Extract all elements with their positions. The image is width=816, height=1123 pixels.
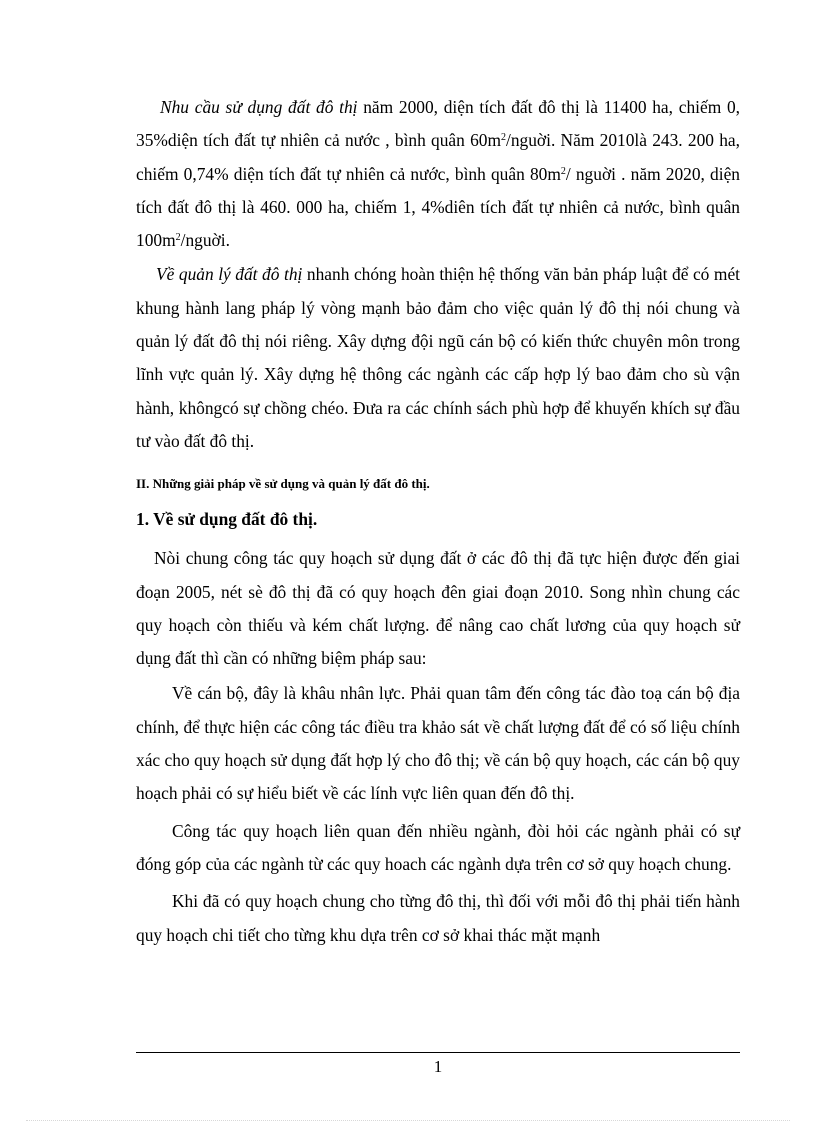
superscript: 2 xyxy=(175,232,181,244)
paragraph-lead-italic: Nhu cầu sử dụng đất đô thị xyxy=(160,97,358,117)
text-run: / nguời . năm 2020, diện tích đất đô thị là 460. 000 ha, chiếm 1, 4%diên tích đất tự nhiên cả nước, bình quân 100m xyxy=(136,163,740,251)
paragraph-sector-planning: Công tác quy hoạch liên quan đến nhiều ngành, đòi hỏi các ngành phải có sự đóng góp của các ngành từ các quy hoach các ngành dựa trên cơ sở quy hoạch chung. xyxy=(136,820,740,874)
page-number: 1 xyxy=(433,1057,443,1076)
paragraph-lead-italic: Về quản lý đất đô thị xyxy=(156,264,303,285)
paragraph-staff: Về cán bộ, đây là khâu nhân lực. Phải quan tâm đến công tác đào toạ cán bộ địa chính, để thực hiện các công tác điều tra khảo sát về chất lượng đất để có số liệu chính xác cho quy hoạch sử dụng đất hợp lý cho đô thị; về cán bộ quy hoạch, các cán bộ quy hoạch phải có sự hiểu biết về các lính vực liên quan đến đô thị. xyxy=(136,683,740,804)
subsection-heading: 1. Về sử dụng đất đô thị. xyxy=(136,509,318,530)
text-run: /nguời. Năm 2010là 243. 200 ha, chiếm 0,74% diện tích đất tự nhiên cả nước, bình quân 80m xyxy=(136,130,740,184)
text-run: nhanh chóng hoàn thiện hệ thống văn bản pháp luật để có mét khung hành lang pháp lý vòng mạnh bảo đảm cho việc quản lý đô thị nói chung và quản lý đất đô thị nói riêng. Xây dựng đội ngũ cán bộ có kiến thức chuyên môn trong lĩnh vực quản lý. Xây dựng hệ thông các ngành các cấp hợp lý bao đảm cho sù vận hành, khôngcó sự chồng chéo. Đưa ra các chính sách phù hợp để khuyến khích sự đầu tư vào đất đô thị. xyxy=(136,264,740,451)
paragraph-urban-land-demand xyxy=(136,91,740,257)
footer-divider xyxy=(136,1052,740,1053)
superscript: 2 xyxy=(501,132,507,144)
paragraph-planning-status: Nòi chung công tác quy hoạch sử dụng đất ở các đô thị đã tực hiện được đến giai đoạn 2005, nét sè đô thị đã có quy hoạch đên giai đoạn 2010. Song nhìn chung các quy hoạch còn thiếu và kém chất lượng. để nâng cao chất lương của quy hoạch sử dụng đất thì cần có những biệm pháp sau: xyxy=(136,548,740,669)
superscript: 2 xyxy=(560,165,566,177)
document-body xyxy=(136,91,740,952)
text-run: /nguời. xyxy=(180,230,230,251)
page-edge-guide xyxy=(26,1120,790,1121)
text-run: năm 2000, diện tích đất đô thị là 11400 ha, chiếm 0, 35%diện tích đất tự nhiên cả nước , bình quân 60m xyxy=(136,97,740,151)
paragraph-detailed-planning: Khi đã có quy hoạch chung cho từng đô thị, thì đối với mỗi đô thị phải tiến hành quy hoạch chi tiết cho từng khu dựa trên cơ sở khai thác mặt mạnh xyxy=(136,891,740,945)
paragraph-urban-land-management xyxy=(136,258,740,458)
section-heading: II. Những giải pháp về sử dụng và quản lý đất đô thị. xyxy=(136,476,430,492)
